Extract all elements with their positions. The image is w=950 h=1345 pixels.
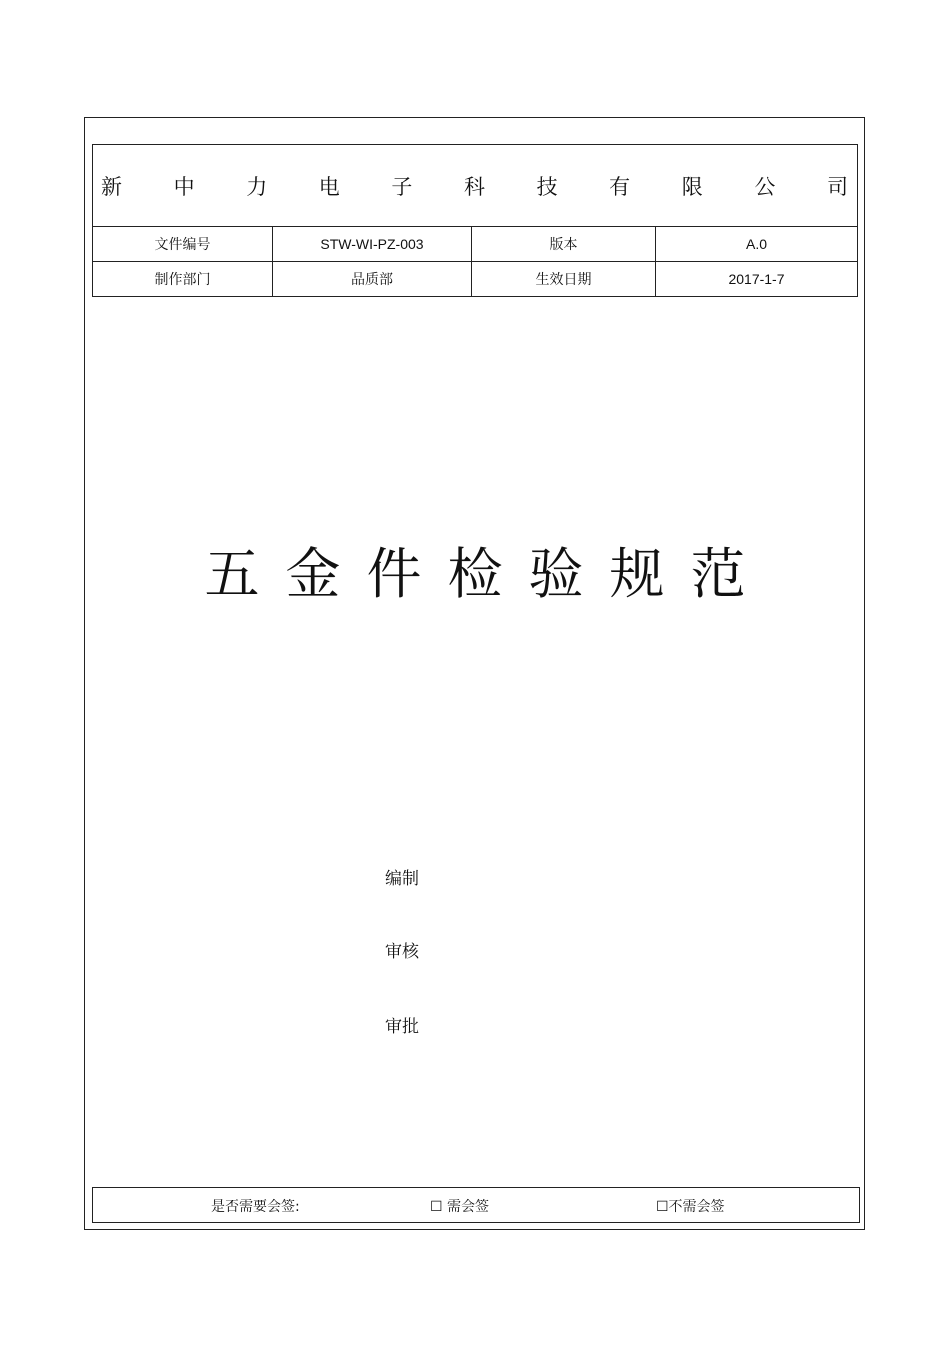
review-label: 审核 (385, 942, 419, 962)
company-name-char: 司 (826, 174, 848, 199)
doc-no-value: STW-WI-PZ-003 (273, 227, 472, 262)
document-title: 五金件检验规范 (204, 542, 772, 606)
company-name (93, 171, 857, 201)
company-name-char: 有 (609, 174, 631, 199)
company-name-char: 公 (754, 174, 776, 199)
dept-value: 品质部 (273, 262, 472, 297)
effective-date-value: 2017-1-7 (656, 262, 858, 297)
no-countersign-option[interactable]: ☐不需会签 (656, 1199, 725, 1215)
version-value: A.0 (656, 227, 858, 262)
need-countersign-option[interactable]: ☐ 需会签 (430, 1199, 490, 1215)
company-name-char: 电 (318, 174, 340, 199)
effective-date-label: 生效日期 (472, 262, 656, 297)
dept-label: 制作部门 (93, 262, 273, 297)
compile-label: 编制 (385, 869, 419, 889)
company-name-char: 限 (681, 174, 703, 199)
countersign-footer (92, 1187, 860, 1223)
company-name-char: 力 (246, 174, 268, 199)
company-name-char: 科 (463, 174, 485, 199)
company-name-char: 技 (536, 174, 558, 199)
doc-no-label: 文件编号 (93, 227, 273, 262)
document-header-table (92, 144, 858, 297)
version-label: 版本 (472, 227, 656, 262)
company-name-cell (93, 145, 858, 227)
company-name-char: 新 (101, 174, 122, 199)
company-name-char: 中 (173, 174, 195, 199)
countersign-question: 是否需要会签: (211, 1199, 300, 1215)
company-name-char: 子 (391, 174, 413, 199)
approve-label: 审批 (385, 1017, 419, 1037)
